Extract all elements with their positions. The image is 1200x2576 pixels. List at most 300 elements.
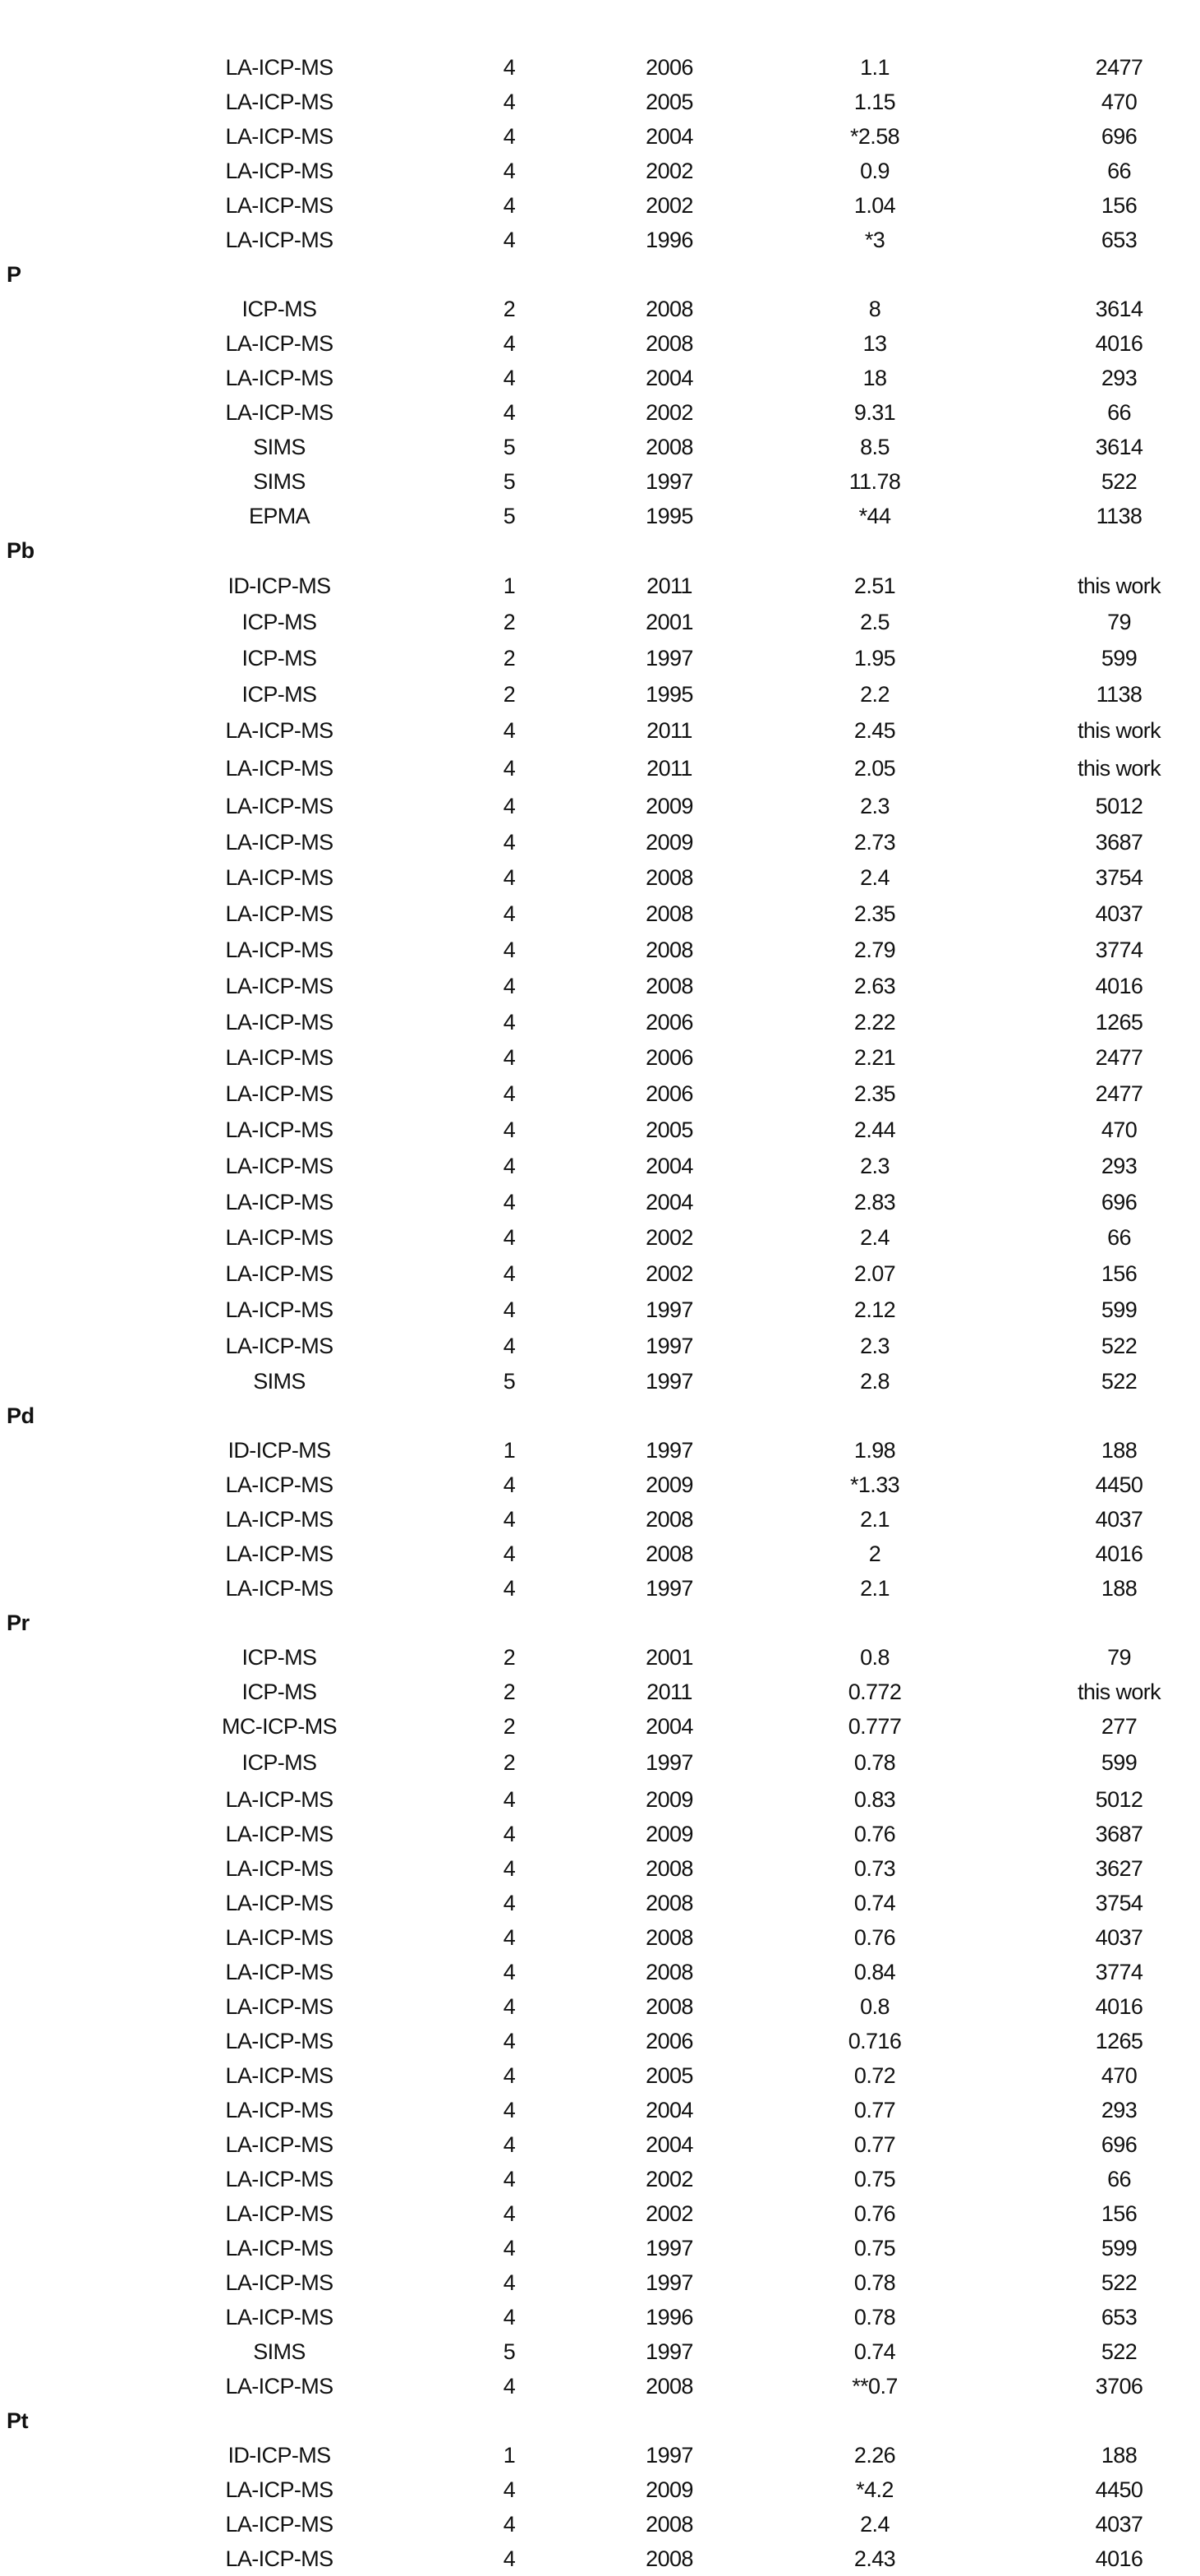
method-cell: LA-ICP-MS bbox=[225, 1297, 333, 1323]
table-row bbox=[0, 1537, 1200, 1571]
year-cell: 1997 bbox=[646, 468, 693, 494]
table-row bbox=[0, 933, 1200, 969]
table-row bbox=[0, 896, 1200, 933]
value-cell: 2.2 bbox=[860, 681, 890, 707]
element-header-row bbox=[0, 1399, 1200, 1433]
reference-cell: 4016 bbox=[1095, 973, 1143, 998]
table-row bbox=[0, 1040, 1200, 1076]
method-cell: LA-ICP-MS bbox=[225, 2200, 333, 2226]
value-cell: 8 bbox=[868, 296, 881, 321]
category-cell: 4 bbox=[503, 938, 516, 963]
reference-cell: this work bbox=[1077, 574, 1161, 599]
reference-cell: 696 bbox=[1101, 1189, 1138, 1214]
reference-cell: 3706 bbox=[1095, 2373, 1143, 2399]
value-cell: 2.07 bbox=[853, 1261, 896, 1287]
value-cell: 1.98 bbox=[853, 1437, 896, 1463]
table-row bbox=[0, 154, 1200, 188]
value-cell: 9.31 bbox=[853, 399, 896, 425]
method-cell: LA-ICP-MS bbox=[225, 2511, 333, 2537]
method-cell: LA-ICP-MS bbox=[225, 365, 333, 390]
method-cell: LA-ICP-MS bbox=[225, 973, 333, 998]
value-cell: *2.58 bbox=[849, 123, 900, 149]
year-cell: 2005 bbox=[646, 89, 693, 114]
category-cell: 4 bbox=[503, 365, 516, 390]
table-row bbox=[0, 1989, 1200, 2024]
table-row bbox=[0, 2438, 1200, 2472]
year-cell: 2006 bbox=[646, 1009, 693, 1035]
table-row bbox=[0, 2265, 1200, 2300]
category-cell: 4 bbox=[503, 1472, 516, 1497]
value-cell: 8.5 bbox=[860, 434, 890, 459]
year-cell: 2009 bbox=[646, 1472, 693, 1497]
value-cell: 1.1 bbox=[860, 54, 890, 80]
value-cell: 0.716 bbox=[848, 2028, 902, 2053]
element-header: Pt bbox=[7, 2408, 29, 2433]
table-row bbox=[0, 292, 1200, 326]
year-cell: 2009 bbox=[646, 1821, 693, 1846]
method-cell: LA-ICP-MS bbox=[225, 227, 333, 252]
reference-cell: 4016 bbox=[1095, 2546, 1143, 2571]
year-cell: 2002 bbox=[646, 192, 693, 218]
category-cell: 4 bbox=[503, 399, 516, 425]
value-cell: *44 bbox=[858, 503, 891, 528]
method-cell: LA-ICP-MS bbox=[225, 1541, 333, 1566]
table-row bbox=[0, 2231, 1200, 2265]
method-cell: LA-ICP-MS bbox=[225, 123, 333, 149]
category-cell: 4 bbox=[503, 1821, 516, 1846]
reference-cell: 470 bbox=[1101, 2062, 1138, 2088]
value-cell: 0.78 bbox=[853, 2270, 896, 2295]
value-cell: 0.77 bbox=[853, 2131, 896, 2157]
year-cell: 2004 bbox=[646, 2097, 693, 2122]
year-cell: 2006 bbox=[646, 54, 693, 80]
category-cell: 2 bbox=[503, 1679, 516, 1704]
value-cell: 0.77 bbox=[853, 2097, 896, 2122]
table-row bbox=[0, 1502, 1200, 1537]
method-cell: LA-ICP-MS bbox=[225, 1472, 333, 1497]
method-cell: LA-ICP-MS bbox=[225, 1786, 333, 1812]
category-cell: 4 bbox=[503, 123, 516, 149]
category-cell: 4 bbox=[503, 158, 516, 183]
reference-cell: 156 bbox=[1101, 1261, 1138, 1287]
year-cell: 2009 bbox=[646, 2477, 693, 2502]
category-cell: 4 bbox=[503, 793, 516, 818]
data-table bbox=[0, 50, 1200, 2576]
method-cell: SIMS bbox=[253, 468, 306, 494]
table-row bbox=[0, 824, 1200, 860]
reference-cell: 4037 bbox=[1095, 1924, 1143, 1950]
method-cell: LA-ICP-MS bbox=[225, 1189, 333, 1214]
table-row bbox=[0, 2093, 1200, 2127]
method-cell: LA-ICP-MS bbox=[225, 1153, 333, 1178]
year-cell: 1996 bbox=[646, 2304, 693, 2329]
year-cell: 2008 bbox=[646, 2373, 693, 2399]
method-cell: LA-ICP-MS bbox=[225, 1261, 333, 1287]
method-cell: LA-ICP-MS bbox=[225, 2546, 333, 2571]
reference-cell: 470 bbox=[1101, 1117, 1138, 1143]
reference-cell: 522 bbox=[1101, 468, 1138, 494]
reference-cell: 188 bbox=[1101, 1575, 1138, 1601]
element-header: Pr bbox=[7, 1610, 30, 1635]
table-row bbox=[0, 1433, 1200, 1468]
reference-cell: 3774 bbox=[1095, 1959, 1143, 1984]
method-cell: LA-ICP-MS bbox=[225, 192, 333, 218]
category-cell: 4 bbox=[503, 2373, 516, 2399]
reference-cell: 599 bbox=[1101, 645, 1138, 670]
table-row bbox=[0, 1851, 1200, 1886]
method-cell: LA-ICP-MS bbox=[225, 2166, 333, 2191]
table-row bbox=[0, 1744, 1200, 1782]
table-row bbox=[0, 188, 1200, 223]
value-cell: 2.73 bbox=[853, 829, 896, 855]
method-cell: ID-ICP-MS bbox=[228, 1437, 331, 1463]
method-cell: ID-ICP-MS bbox=[228, 2442, 331, 2468]
year-cell: 2008 bbox=[646, 434, 693, 459]
category-cell: 4 bbox=[503, 717, 516, 743]
table-row bbox=[0, 749, 1200, 789]
reference-cell: this work bbox=[1077, 717, 1161, 743]
method-cell: LA-ICP-MS bbox=[225, 717, 333, 743]
table-row bbox=[0, 361, 1200, 395]
method-cell: LA-ICP-MS bbox=[225, 1117, 333, 1143]
method-cell: LA-ICP-MS bbox=[225, 2235, 333, 2260]
reference-cell: 293 bbox=[1101, 1153, 1138, 1178]
table-row bbox=[0, 2127, 1200, 2162]
reference-cell: 156 bbox=[1101, 2200, 1138, 2226]
value-cell: 0.83 bbox=[853, 1786, 896, 1812]
method-cell: LA-ICP-MS bbox=[225, 1081, 333, 1107]
reference-cell: 4016 bbox=[1095, 330, 1143, 356]
category-cell: 4 bbox=[503, 1297, 516, 1323]
category-cell: 4 bbox=[503, 1189, 516, 1214]
year-cell: 1997 bbox=[646, 1437, 693, 1463]
table-row bbox=[0, 641, 1200, 677]
table-row bbox=[0, 1364, 1200, 1399]
value-cell: 18 bbox=[862, 365, 887, 390]
method-cell: ICP-MS bbox=[241, 296, 317, 321]
category-cell: 2 bbox=[503, 610, 516, 635]
year-cell: 2004 bbox=[646, 1189, 693, 1214]
value-cell: 2.3 bbox=[860, 1333, 890, 1358]
table-row bbox=[0, 1076, 1200, 1113]
category-cell: 2 bbox=[503, 681, 516, 707]
year-cell: 1995 bbox=[646, 681, 693, 707]
reference-cell: 79 bbox=[1107, 1644, 1131, 1670]
table-row bbox=[0, 1675, 1200, 1709]
value-cell: 1.95 bbox=[853, 645, 896, 670]
value-cell: 2.35 bbox=[853, 1081, 896, 1107]
element-header-row bbox=[0, 257, 1200, 292]
category-cell: 4 bbox=[503, 54, 516, 80]
category-cell: 2 bbox=[503, 1644, 516, 1670]
category-cell: 5 bbox=[503, 468, 516, 494]
reference-cell: 3774 bbox=[1095, 938, 1143, 963]
category-cell: 4 bbox=[503, 1225, 516, 1251]
category-cell: 5 bbox=[503, 2339, 516, 2364]
year-cell: 2008 bbox=[646, 938, 693, 963]
year-cell: 2008 bbox=[646, 973, 693, 998]
element-header-row bbox=[0, 533, 1200, 569]
table-row bbox=[0, 1468, 1200, 1502]
year-cell: 2008 bbox=[646, 1855, 693, 1881]
reference-cell: 599 bbox=[1101, 2235, 1138, 2260]
value-cell: 2.79 bbox=[853, 938, 896, 963]
table-row bbox=[0, 968, 1200, 1004]
year-cell: 2008 bbox=[646, 2511, 693, 2537]
table-row bbox=[0, 2024, 1200, 2058]
category-cell: 4 bbox=[503, 2200, 516, 2226]
year-cell: 2001 bbox=[646, 1644, 693, 1670]
table-row bbox=[0, 2369, 1200, 2403]
year-cell: 2002 bbox=[646, 1261, 693, 1287]
value-cell: 1.04 bbox=[853, 192, 896, 218]
value-cell: 0.76 bbox=[853, 1924, 896, 1950]
table-row bbox=[0, 1955, 1200, 1989]
table-row bbox=[0, 1004, 1200, 1040]
table-row bbox=[0, 1113, 1200, 1149]
year-cell: 2004 bbox=[646, 2131, 693, 2157]
method-cell: LA-ICP-MS bbox=[225, 1225, 333, 1251]
reference-cell: 5012 bbox=[1095, 1786, 1143, 1812]
method-cell: LA-ICP-MS bbox=[225, 1821, 333, 1846]
year-cell: 2005 bbox=[646, 1117, 693, 1143]
method-cell: LA-ICP-MS bbox=[225, 901, 333, 927]
method-cell: LA-ICP-MS bbox=[225, 1333, 333, 1358]
category-cell: 4 bbox=[503, 1045, 516, 1071]
value-cell: 0.74 bbox=[853, 1890, 896, 1915]
reference-cell: 3614 bbox=[1095, 296, 1143, 321]
value-cell: 0.78 bbox=[853, 2304, 896, 2329]
table-row bbox=[0, 85, 1200, 119]
category-cell: 4 bbox=[503, 2131, 516, 2157]
reference-cell: 599 bbox=[1101, 1750, 1138, 1776]
method-cell: LA-ICP-MS bbox=[225, 2304, 333, 2329]
element-header: Pd bbox=[7, 1403, 34, 1428]
year-cell: 2009 bbox=[646, 793, 693, 818]
value-cell: 1.15 bbox=[853, 89, 896, 114]
year-cell: 2002 bbox=[646, 1225, 693, 1251]
reference-cell: 696 bbox=[1101, 123, 1138, 149]
category-cell: 4 bbox=[503, 1890, 516, 1915]
year-cell: 1997 bbox=[646, 645, 693, 670]
year-cell: 1997 bbox=[646, 1297, 693, 1323]
year-cell: 2004 bbox=[646, 123, 693, 149]
method-cell: LA-ICP-MS bbox=[225, 89, 333, 114]
value-cell: 2.5 bbox=[860, 610, 890, 635]
reference-cell: 599 bbox=[1101, 1297, 1138, 1323]
category-cell: 4 bbox=[503, 973, 516, 998]
category-cell: 4 bbox=[503, 1575, 516, 1601]
table-row bbox=[0, 1184, 1200, 1220]
table-row bbox=[0, 2334, 1200, 2369]
method-cell: LA-ICP-MS bbox=[225, 2131, 333, 2157]
category-cell: 4 bbox=[503, 2166, 516, 2191]
year-cell: 2001 bbox=[646, 610, 693, 635]
element-header-row bbox=[0, 1606, 1200, 1640]
table-row bbox=[0, 2058, 1200, 2093]
year-cell: 2002 bbox=[646, 399, 693, 425]
table-row bbox=[0, 2162, 1200, 2196]
reference-cell: 4037 bbox=[1095, 901, 1143, 927]
value-cell: 0.9 bbox=[860, 158, 890, 183]
reference-cell: this work bbox=[1077, 1679, 1161, 1704]
value-cell: 0.75 bbox=[853, 2166, 896, 2191]
year-cell: 2006 bbox=[646, 1045, 693, 1071]
value-cell: *4.2 bbox=[856, 2477, 894, 2502]
method-cell: LA-ICP-MS bbox=[225, 330, 333, 356]
method-cell: LA-ICP-MS bbox=[225, 1890, 333, 1915]
year-cell: 2008 bbox=[646, 330, 693, 356]
method-cell: LA-ICP-MS bbox=[225, 399, 333, 425]
table-row bbox=[0, 1782, 1200, 1817]
category-cell: 4 bbox=[503, 1924, 516, 1950]
category-cell: 4 bbox=[503, 227, 516, 252]
reference-cell: 2477 bbox=[1095, 54, 1143, 80]
method-cell: LA-ICP-MS bbox=[225, 865, 333, 891]
method-cell: LA-ICP-MS bbox=[225, 2097, 333, 2122]
value-cell: 2 bbox=[868, 1541, 881, 1566]
year-cell: 2005 bbox=[646, 2062, 693, 2088]
method-cell: LA-ICP-MS bbox=[225, 1924, 333, 1950]
value-cell: 2.35 bbox=[853, 901, 896, 927]
reference-cell: 66 bbox=[1107, 399, 1131, 425]
method-cell: LA-ICP-MS bbox=[225, 2477, 333, 2502]
reference-cell: 3627 bbox=[1095, 1855, 1143, 1881]
year-cell: 2008 bbox=[646, 901, 693, 927]
table-row bbox=[0, 2541, 1200, 2576]
table-row bbox=[0, 464, 1200, 499]
year-cell: 2004 bbox=[646, 1153, 693, 1178]
table-row bbox=[0, 1571, 1200, 1606]
value-cell: **0.7 bbox=[852, 2373, 898, 2399]
value-cell: 0.73 bbox=[853, 1855, 896, 1881]
category-cell: 4 bbox=[503, 1786, 516, 1812]
year-cell: 2006 bbox=[646, 2028, 693, 2053]
value-cell: 0.74 bbox=[853, 2339, 896, 2364]
reference-cell: 522 bbox=[1101, 2270, 1138, 2295]
value-cell: 2.05 bbox=[853, 755, 896, 781]
value-cell: 0.84 bbox=[853, 1959, 896, 1984]
year-cell: 2008 bbox=[646, 1890, 693, 1915]
category-cell: 4 bbox=[503, 89, 516, 114]
reference-cell: 3687 bbox=[1095, 829, 1143, 855]
method-cell: ICP-MS bbox=[241, 610, 317, 635]
year-cell: 2002 bbox=[646, 2166, 693, 2191]
table-row bbox=[0, 605, 1200, 641]
value-cell: 0.75 bbox=[853, 2235, 896, 2260]
value-cell: 0.8 bbox=[860, 1993, 890, 2019]
value-cell: 2.22 bbox=[853, 1009, 896, 1035]
method-cell: LA-ICP-MS bbox=[225, 1045, 333, 1071]
table-row bbox=[0, 499, 1200, 533]
method-cell: LA-ICP-MS bbox=[225, 1575, 333, 1601]
table-row bbox=[0, 430, 1200, 464]
table-row bbox=[0, 1817, 1200, 1851]
value-cell: 0.777 bbox=[848, 1713, 902, 1739]
method-cell: ICP-MS bbox=[241, 1750, 317, 1776]
method-cell: ICP-MS bbox=[241, 681, 317, 707]
category-cell: 4 bbox=[503, 192, 516, 218]
reference-cell: 3614 bbox=[1095, 434, 1143, 459]
value-cell: 2.44 bbox=[853, 1117, 896, 1143]
value-cell: 2.83 bbox=[853, 1189, 896, 1214]
value-cell: 2.4 bbox=[860, 2511, 890, 2537]
reference-cell: 1265 bbox=[1095, 1009, 1143, 1035]
year-cell: 2008 bbox=[646, 865, 693, 891]
value-cell: 0.78 bbox=[853, 1750, 896, 1776]
table-row bbox=[0, 1256, 1200, 1293]
year-cell: 2009 bbox=[646, 829, 693, 855]
year-cell: 2008 bbox=[646, 1959, 693, 1984]
method-cell: SIMS bbox=[253, 1368, 306, 1394]
category-cell: 4 bbox=[503, 1855, 516, 1881]
method-cell: LA-ICP-MS bbox=[225, 1993, 333, 2019]
value-cell: 2.3 bbox=[860, 1153, 890, 1178]
reference-cell: 2477 bbox=[1095, 1045, 1143, 1071]
value-cell: 13 bbox=[862, 330, 887, 356]
table-row bbox=[0, 1920, 1200, 1955]
reference-cell: 66 bbox=[1107, 1225, 1131, 1251]
reference-cell: 522 bbox=[1101, 2339, 1138, 2364]
year-cell: 1997 bbox=[646, 1368, 693, 1394]
method-cell: ICP-MS bbox=[241, 1679, 317, 1704]
reference-cell: 4450 bbox=[1095, 2477, 1143, 2502]
method-cell: LA-ICP-MS bbox=[225, 829, 333, 855]
value-cell: *3 bbox=[864, 227, 885, 252]
category-cell: 1 bbox=[503, 574, 516, 599]
value-cell: 2.8 bbox=[860, 1368, 890, 1394]
reference-cell: 1138 bbox=[1096, 503, 1143, 528]
method-cell: LA-ICP-MS bbox=[225, 158, 333, 183]
year-cell: 2011 bbox=[646, 755, 692, 781]
category-cell: 4 bbox=[503, 2304, 516, 2329]
category-cell: 5 bbox=[503, 434, 516, 459]
category-cell: 4 bbox=[503, 1117, 516, 1143]
value-cell: 0.76 bbox=[853, 2200, 896, 2226]
reference-cell: 156 bbox=[1101, 192, 1138, 218]
category-cell: 4 bbox=[503, 2028, 516, 2053]
method-cell: LA-ICP-MS bbox=[225, 938, 333, 963]
reference-cell: 1265 bbox=[1095, 2028, 1143, 2053]
year-cell: 1997 bbox=[646, 2235, 693, 2260]
table-row bbox=[0, 676, 1200, 712]
table-row bbox=[0, 788, 1200, 824]
table-row bbox=[0, 2472, 1200, 2507]
value-cell: 2.63 bbox=[853, 973, 896, 998]
table-row bbox=[0, 2507, 1200, 2541]
method-cell: LA-ICP-MS bbox=[225, 793, 333, 818]
category-cell: 4 bbox=[503, 330, 516, 356]
category-cell: 4 bbox=[503, 1541, 516, 1566]
value-cell: 0.72 bbox=[853, 2062, 896, 2088]
category-cell: 4 bbox=[503, 1261, 516, 1287]
table-row bbox=[0, 1886, 1200, 1920]
table-row bbox=[0, 1220, 1200, 1256]
value-cell: 2.26 bbox=[853, 2442, 896, 2468]
table-row bbox=[0, 50, 1200, 85]
year-cell: 1997 bbox=[646, 1750, 693, 1776]
year-cell: 2002 bbox=[646, 2200, 693, 2226]
category-cell: 4 bbox=[503, 2511, 516, 2537]
year-cell: 2004 bbox=[646, 1713, 693, 1739]
category-cell: 2 bbox=[503, 1713, 516, 1739]
value-cell: 2.51 bbox=[853, 574, 896, 599]
value-cell: 2.3 bbox=[860, 793, 890, 818]
table-row bbox=[0, 119, 1200, 154]
category-cell: 4 bbox=[503, 1333, 516, 1358]
element-header: P bbox=[7, 261, 21, 287]
year-cell: 2008 bbox=[646, 1541, 693, 1566]
